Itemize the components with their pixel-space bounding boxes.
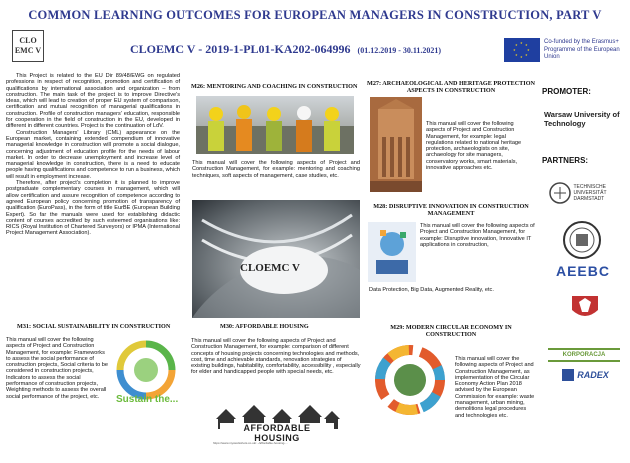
partner-radex-name: RADEX	[577, 370, 609, 380]
m26-title: M26: MENTORING AND COACHING IN CONSTRUCTION	[191, 83, 358, 90]
m27-petra-image	[370, 97, 422, 192]
m31-sustainability-image	[112, 340, 180, 418]
cloemc-logo: CLO EMC V	[12, 30, 44, 62]
m28-title: M28: DISRUPTIVE INNOVATION IN CONSTRUCTION MANAGEMENT	[373, 203, 529, 217]
m30-image-url: https://www.mystockshots.co.uk/.../affordable-housing-...	[213, 441, 288, 445]
partner-tud-name: TECHNISCHE UNIVERSITÄT DARMSTADT	[573, 184, 607, 202]
promoter-name: Warsaw University of Technology	[544, 110, 620, 128]
m31-text: This manual will cover the following aspects of Project and Construction Management, for example: Frameworks to assess the social performance of construction projects, Social criteria to be considered in construction projects, Indicators to assess the social performance of construction projects, Weighting methods to assess the overall social performance of the project, etc.	[6, 337, 108, 400]
m30-image-text: AFFORDABLE HOUSING	[220, 423, 334, 443]
partners-label: PARTNERS:	[542, 156, 589, 165]
m29-title: M29: MODERN CIRCULAR ECONOMY IN CONSTRUCTION	[390, 324, 512, 338]
m31-title: M31: SOCIAL SUSTAINABILITY IN CONSTRUCTION	[17, 323, 171, 330]
partner-eagle-crest	[566, 288, 604, 326]
partner-korporacja	[548, 348, 620, 362]
partner-aeebc-name: AEEBC	[555, 263, 610, 279]
center-building-image	[192, 200, 360, 318]
m28-text-b: Data Protection, Big Data, Augmented Reality, etc.	[369, 287, 494, 293]
partner-aeebc	[551, 260, 615, 282]
tud-logo-icon	[549, 182, 571, 204]
intro-paragraph-3: Therefore, after project's completion it is planned to improve postgraduate complementary courses in management, which will allow certification and assure recognition of competence according to agreed European policy concerning promotion of transparency of qualification (EuroPass), in the form of title EurBE (European Building Expert). So far the manuals were used for establishing didactic content of courses accredited by such esteemed organisations like: RICS (Royal Institution of Chartered Surveyors) or IPMA (International Project Management Association).	[6, 180, 180, 237]
m28-innovation-image	[368, 222, 416, 282]
m29-text: This manual will cover the following aspects of Project and Construction Management, as implementation of the Circular Economy Action Plan 2018 advised by the European Commission for example: waste management, urban mining, demolitions legal procedures and technologies etc.	[455, 356, 535, 419]
partner-university-seal	[560, 218, 604, 262]
intro-text	[6, 73, 180, 237]
project-dates: (01.12.2019 - 30.11.2021)	[357, 46, 442, 55]
intro-paragraph-2: Construction Managers' Library (CML) appearance on the European market, containing extended compendium of innovative managerial knowledge in construction will promote a social dialogue, concerning adjustment of education profile for the needs of labour market. In order to decrease unemployment and increase level of managerial knowledge in construction, there is a need to educate people having qualifications and competence to run a business, which will result in employment increase.	[6, 129, 180, 180]
eagle-crest-icon	[568, 290, 602, 324]
intro-paragraph-1: This Project is related to the EU Dir 89/48/EWG on regulated professions in respect of recognition, promotion and certification of qualifications by international association and organization – from construction. The main task of the project is to improve Directive's ideas, which will lead to creation of proper EU system of comparison, certification and mutual recognition of managerial qualifications in construction. Profile of construction managers' education, responsible for cooperation in the field of construction in the EU, developed in different in different countries. Project is the continuation of LdV.	[6, 73, 180, 130]
partner-radex	[552, 365, 618, 385]
eu-cofunded-text: Co-funded by the Erasmus+ Programme of the European Union	[544, 39, 620, 60]
m30-title: M30: AFFORDABLE HOUSING	[220, 323, 309, 330]
m31-image-text: Sustain the...	[116, 394, 179, 405]
m27-text: This manual will cover the following aspects of Project and Construction Management, for example: legal regulations related to national heritage protection, archaeologists on site, archaeology for site managers, conservatory works, smart materials, innovative approaches etc.	[426, 121, 522, 172]
project-code: CLOEMC V - 2019-1-PL01-KA202-064996	[130, 42, 351, 56]
m28-text-a: This manual will cover the following aspects of Project and Construction Management, for example: Disruptive innovation, Innovative IT applications in construction,	[420, 223, 535, 248]
page-title: COMMON LEARNING OUTCOMES FOR EUROPEAN MANAGERS IN CONSTRUCTION, PART V	[28, 8, 602, 22]
m30-text: This manual will cover the following aspects of Project and Construction Management, for example: comparison of different concepts of housing projects concerning technologies and methods, cost, time and achievable standards, renovation strategies of existing buildings, habitability, comfortability, accessibility , especially for elder and handicapped people with special needs, etc.	[191, 338, 361, 376]
university-seal-icon	[562, 220, 602, 260]
project-id	[130, 42, 441, 57]
promoter-label: PROMOTER:	[542, 87, 591, 96]
eu-flag-icon: ★ ★ ★ ★ ★ ★ ★ ★	[504, 38, 540, 62]
m26-workers-image	[196, 96, 354, 154]
m29-circular-image	[374, 340, 446, 420]
partner-tu-darmstadt	[545, 175, 627, 211]
radex-logo-icon	[561, 368, 575, 382]
partner-korporacja-name: KORPORACJA	[562, 352, 606, 358]
center-label: CLOEMC V	[240, 262, 300, 274]
m27-title: M27: ARCHAEOLOGICAL AND HERITAGE PROTECTION ASPECTS IN CONSTRUCTION	[367, 80, 535, 94]
m26-text: This manual will cover the following aspects of Project and Construction Management, for example: mentoring and coaching techniques, soft aspects of management, case studies, etc.	[192, 160, 360, 179]
